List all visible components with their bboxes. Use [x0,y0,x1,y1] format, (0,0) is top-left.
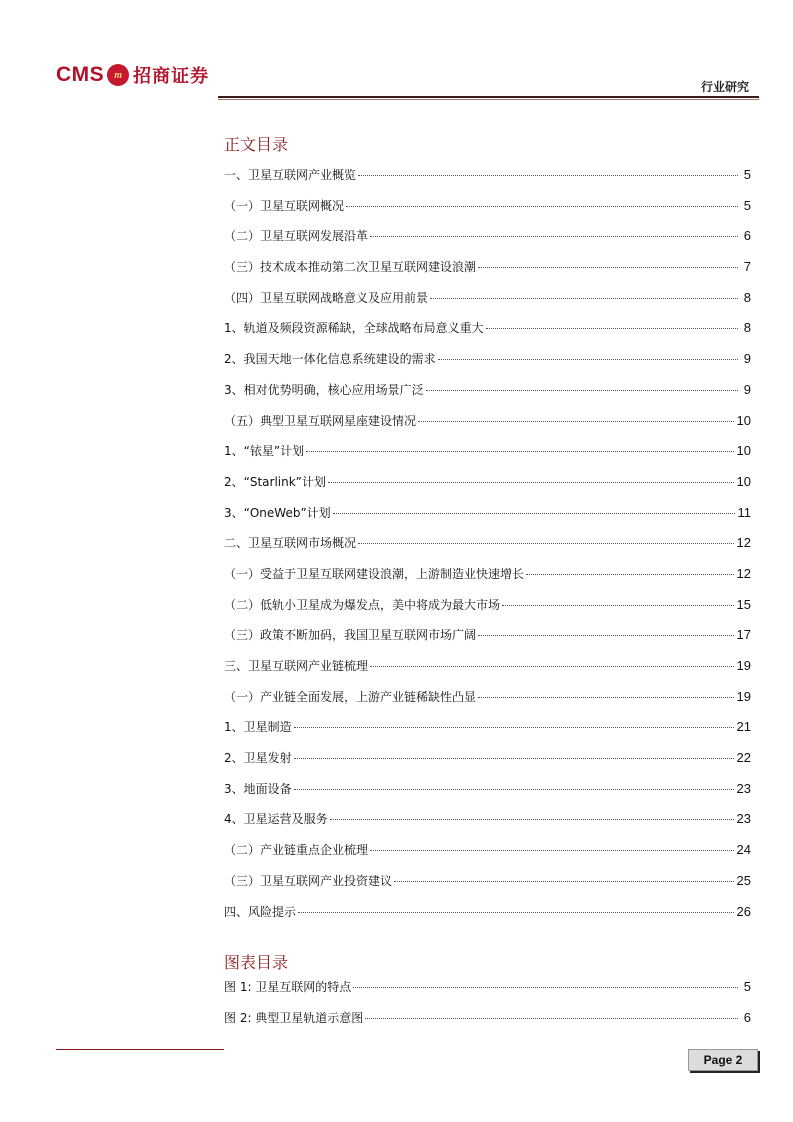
toc-entry[interactable] [224,381,751,412]
dot-leader [358,543,734,544]
toc-entry-page: 19 [736,688,751,704]
toc-entry-page: 6 [743,228,751,244]
toc-entry[interactable] [224,565,751,596]
toc-entry[interactable] [224,1009,751,1040]
toc-entry[interactable] [224,780,751,811]
toc-entry-title: 2、“Starlink”计划 [224,474,326,489]
toc-entry[interactable] [224,319,751,350]
toc-entry-title: 2、我国天地一体化信息系统建设的需求 [224,352,436,367]
toc-entry-title: 1、轨道及频段资源稀缺，全球战略布局意义重大 [224,321,484,336]
dot-leader [394,881,734,882]
toc-entry-page: 11 [737,504,751,520]
toc-entry-page: 5 [743,197,751,213]
toc-entry-page: 5 [743,167,751,182]
toc-entry-page: 22 [736,750,751,766]
report-type-label: 行业研究 [700,80,749,94]
dot-leader [478,697,734,698]
toc-entry[interactable] [224,534,751,565]
toc-entry-page: 12 [736,535,751,551]
toc-entry[interactable] [224,504,751,535]
toc-entry-title: （二）卫星互联网发展沿革 [224,229,369,244]
dot-leader [478,635,734,636]
toc-entry[interactable] [224,473,751,504]
dot-leader [438,359,738,360]
toc-entry[interactable] [224,442,751,473]
toc-entry-title: 3、相对优势明确，核心应用场景广泛 [224,382,424,397]
dot-leader [370,666,734,667]
dot-leader [478,267,738,268]
toc-entry-page: 10 [736,443,751,459]
dot-leader [346,206,738,207]
toc-entry[interactable] [224,657,751,688]
dot-leader [294,727,734,728]
toc-entry-title: 3、“OneWeb”计划 [224,505,331,520]
toc-entry-page: 17 [736,627,751,643]
toc-entry-title: （三）技术成本推动第二次卫星互联网建设浪潮 [224,260,477,275]
dot-leader [502,605,734,606]
toc-entry-page: 19 [736,658,751,673]
toc-entry[interactable] [224,718,751,749]
toc-entry-title: （一）产业链全面发展，上游产业链稀缺性凸显 [224,689,477,704]
toc-entry-title: （二）低轨小卫星成为爆发点，美中将成为最大市场 [224,597,501,612]
toc-entry[interactable] [224,289,751,320]
toc-entry[interactable] [224,258,751,289]
toc-entry-title: （一）卫星互联网概况 [224,198,345,213]
list-of-figures [224,978,751,1039]
dot-leader [526,574,734,575]
dot-leader [370,236,738,237]
toc-entry[interactable] [224,166,751,197]
dot-leader [353,987,738,988]
toc-entry-title: 图 1: 卫星互联网的特点 [224,980,352,994]
toc-entry-title: 1、“铱星”计划 [224,444,305,459]
toc-entry[interactable] [224,688,751,719]
toc-entry[interactable] [224,903,751,934]
dot-leader [306,451,733,452]
dot-leader [294,789,734,790]
toc-entry[interactable] [224,197,751,228]
toc-entry-page: 24 [736,842,751,858]
company-logo [56,60,209,90]
toc-entry-title: 1、卫星制造 [224,720,292,735]
logo-latin-text: CMS [56,63,105,86]
toc-entry-page: 21 [736,719,751,735]
toc-entry[interactable] [224,412,751,443]
toc-entry-page: 26 [736,903,751,919]
toc-entry-title: （三）卫星互联网产业投资建议 [224,873,393,888]
toc-entry-title: 3、地面设备 [224,781,292,796]
header-divider [218,96,759,98]
figures-heading: 图表目录 [224,953,289,972]
contents-heading: 正文目录 [224,135,289,154]
toc-entry[interactable] [224,872,751,903]
toc-entry-title: 二、卫星互联网市场概况 [224,536,357,551]
toc-entry-page: 6 [743,1009,751,1025]
toc-entry-page: 10 [736,412,751,428]
toc-entry[interactable] [224,626,751,657]
toc-entry[interactable] [224,978,751,1009]
dot-leader [298,912,734,913]
toc-entry-title: 2、卫星发射 [224,751,292,766]
toc-entry-title: （四）卫星互联网战略意义及应用前景 [224,290,429,305]
toc-entry[interactable] [224,841,751,872]
toc-entry[interactable] [224,596,751,627]
toc-entry-page: 10 [736,473,751,489]
toc-entry-title: （二）产业链重点企业梳理 [224,843,369,858]
logo-chinese-text: 招商证券 [133,66,210,87]
toc-entry-page: 12 [736,565,751,581]
toc-entry-title: （五）典型卫星互联网星座建设情况 [224,413,417,428]
table-of-contents [224,166,751,933]
dot-leader [358,175,738,176]
dot-leader [294,758,734,759]
page-number-badge: Page 2 [688,1049,758,1071]
dot-leader [370,850,734,851]
header-divider-thin [218,99,759,100]
dot-leader [426,390,738,391]
dot-leader [328,482,734,483]
toc-entry-page: 8 [743,320,751,336]
toc-entry[interactable] [224,350,751,381]
footer-divider [56,1049,224,1050]
dot-leader [486,328,738,329]
toc-entry-title: 三、卫星互联网产业链梳理 [224,659,369,673]
toc-entry-page: 9 [743,381,751,397]
toc-entry[interactable] [224,810,751,841]
toc-entry-page: 23 [736,780,751,796]
toc-entry-page: 25 [736,872,751,888]
toc-entry-title: （三）政策不断加码，我国卫星互联网市场广阔 [224,628,477,643]
toc-entry-page: 15 [736,596,751,612]
logo-badge-icon: m [107,64,129,86]
toc-entry-page: 8 [743,289,751,305]
toc-entry-page: 9 [743,351,751,367]
toc-entry-title: 图 2: 典型卫星轨道示意图 [224,1010,364,1025]
toc-entry-page: 5 [743,979,751,994]
dot-leader [330,819,734,820]
toc-entry-title: 一、卫星互联网产业概览 [224,168,357,182]
dot-leader [418,421,734,422]
toc-entry-page: 23 [736,811,751,827]
dot-leader [333,513,735,514]
dot-leader [365,1018,738,1019]
toc-entry-title: 4、卫星运营及服务 [224,812,328,827]
dot-leader [430,298,738,299]
toc-entry[interactable] [224,749,751,780]
toc-entry-title: 四、风险提示 [224,904,297,919]
toc-entry[interactable] [224,227,751,258]
toc-entry-title: （一）受益于卫星互联网建设浪潮，上游制造业快速增长 [224,566,525,581]
toc-entry-page: 7 [743,259,751,275]
